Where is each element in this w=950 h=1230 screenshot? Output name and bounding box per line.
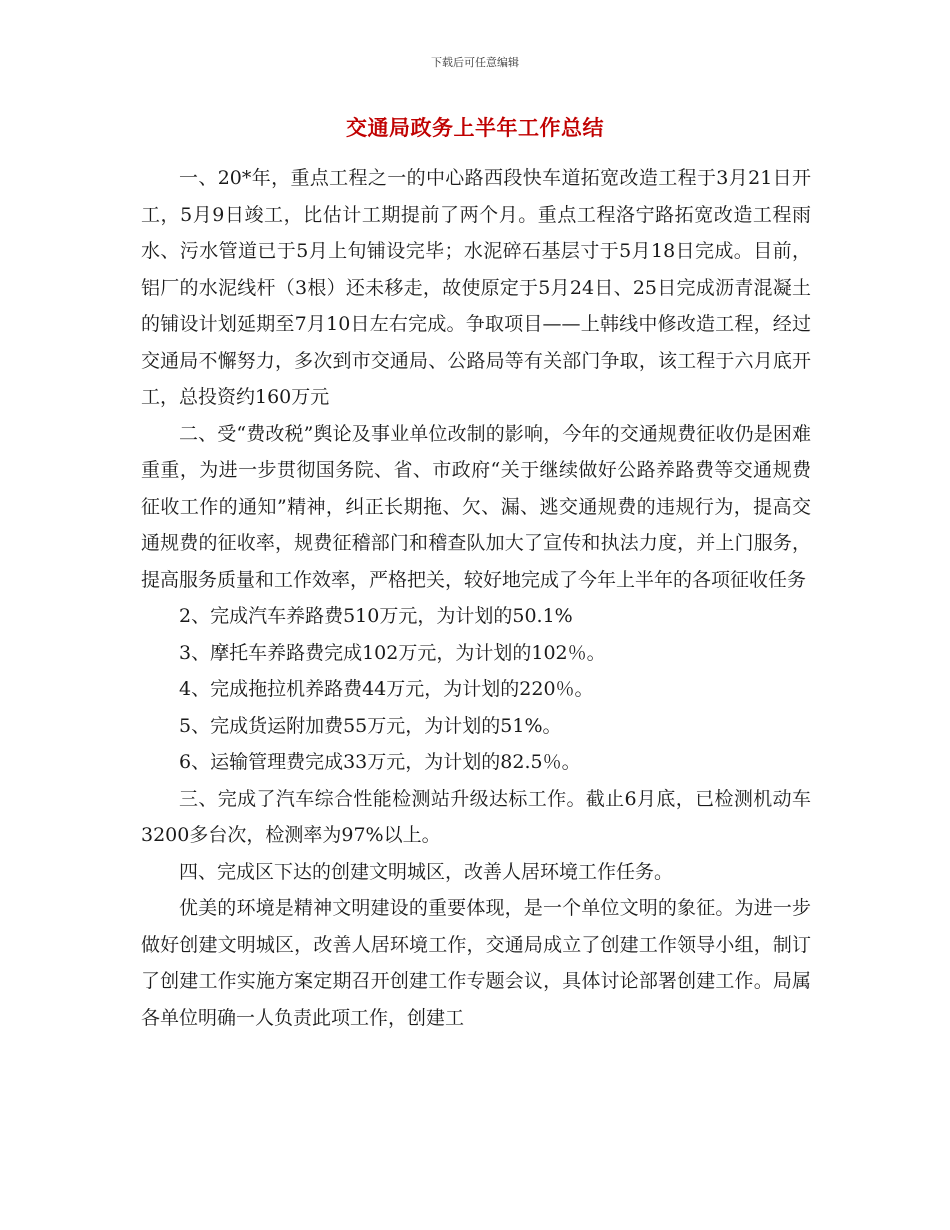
list-item-6: 6、运输管理费完成33万元，为计划的82.5％。 [179,751,581,773]
list-item-3: 3、摩托车养路费完成102万元，为计划的102％。 [179,641,606,664]
list-item-5: 5、完成货运附加费55万元，为计划的51%。 [179,714,562,737]
list-item-2: 2、完成汽车养路费510万元，为计划的50.1% [179,605,573,627]
document-title: 交通局政务上半年工作总结 [346,116,604,140]
paragraph-section-4: 四、完成区下达的创建文明城区，改善人居环境工作任务。 [179,860,674,883]
list-item-4: 4、完成拖拉机养路费44万元，为计划的220％。 [179,678,594,700]
header-note: 下载后可任意编辑 [431,56,519,69]
paragraph-section-2: 二、受“费改税”舆论及事业单位改制的影响，今年的交通规费征收仍是困难重重，为进一步贯彻国务院、省、市政府“关于继续做好公路养路费等交通规费征收工作的通知”精神，纠正长期拖、欠、漏、逃交通规费的违规行为，提高交通规费的征收率，规费征稽部门和稽查队加大了宣传和执法力度，并上门服务，提高服务质量和工作效率，严格把关，较好地完成了今年上半年的各项征收任务 [141,422,811,591]
paragraph-section-1: 一、20*年，重点工程之一的中心路西段快车道拓宽改造工程于3月21日开工，5月9日竣工，比估计工期提前了两个月。重点工程洛宁路拓宽改造工程雨水、污水管道已于5月上旬铺设完毕；水泥碎石基层寸于5月18日完成。目前，铝厂的水泥线杆（3根）还未移走，故使原定于5月24日、25日完成沥青混凝土的铺设计划延期至7月10日左右完成。争取项目——上韩线中修改造工程，经过交通局不懈努力，多次到市交通局、公路局等有关部门争取，该工程于六月底开工，总投资约160万元 [141,167,811,408]
paragraph-section-3: 三、完成了汽车综合性能检测站升级达标工作。截止6月底，已检测机动车3200多台次，检测率为97%以上。 [141,787,811,846]
document-body [141,160,811,1036]
paragraph-environment: 优美的环境是精神文明建设的重要体现，是一个单位文明的象征。为进一步做好创建文明城区，改善人居环境工作，交通局成立了创建工作领导小组，制订了创建工作实施方案定期召开创建工作专题会议，具体讨论部署创建工作。局属各单位明确一人负责此项工作，创建工 [141,897,811,1029]
